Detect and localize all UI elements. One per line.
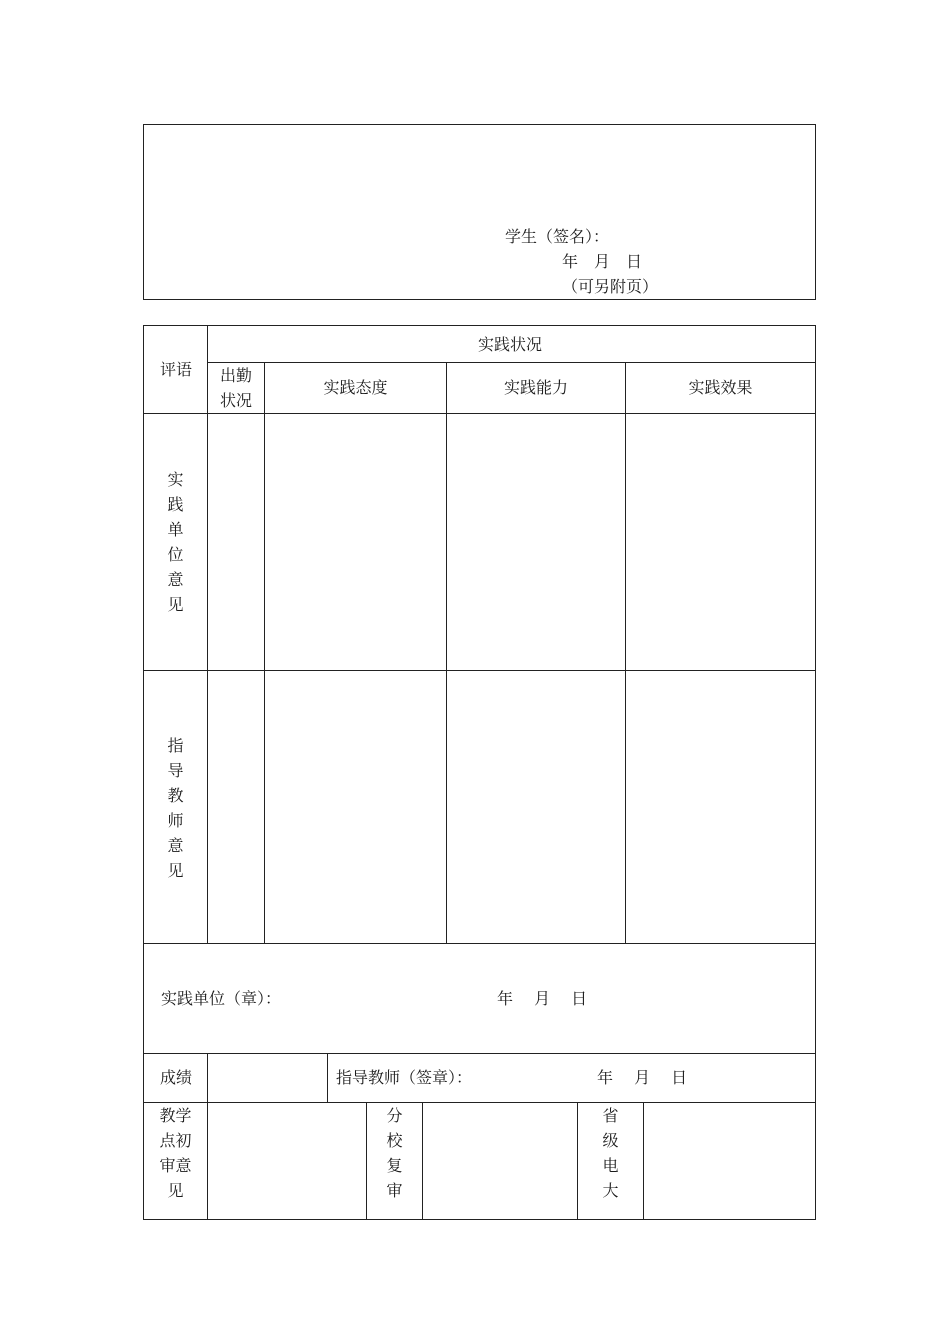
- ability-header: 实践能力: [503, 378, 568, 397]
- practice-status-header: 实践状况: [478, 335, 543, 354]
- branch-school-review-char: 审: [386, 1181, 403, 1200]
- branch-school-review-char: 分: [386, 1106, 403, 1125]
- teaching-point-review-line: 点初: [159, 1131, 192, 1150]
- unit-opinion-char: 见: [167, 595, 184, 614]
- teacher-seal-label: 指导教师（签章）：: [336, 1068, 473, 1087]
- unit-seal-label: 实践单位（章）：: [161, 989, 282, 1008]
- teacher-opinion-char: 意: [167, 836, 184, 855]
- grade-label: 成绩: [160, 1068, 193, 1087]
- teaching-point-review-line: 见: [167, 1181, 184, 1200]
- attendance-header-line1: 出勤: [219, 366, 252, 385]
- unit-opinion-label: [144, 467, 207, 617]
- teacher-opinion-char: 导: [167, 761, 184, 780]
- student-signature-label: 学生（签名）：: [505, 227, 610, 246]
- teacher-seal-date: 年 月 日: [597, 1068, 688, 1087]
- effect-header: 实践效果: [688, 378, 753, 397]
- teacher-opinion-char: 见: [167, 861, 184, 880]
- unit-opinion-char: 践: [167, 495, 184, 514]
- attendance-header-line2: 状况: [219, 391, 252, 410]
- evaluation-table: [143, 325, 816, 1220]
- unit-seal-date: 年 月 日: [497, 989, 588, 1008]
- provincial-review-label: [578, 1103, 643, 1203]
- teacher-opinion-label: [144, 733, 207, 883]
- unit-opinion-char: 实: [167, 470, 184, 489]
- teaching-point-review-label: [144, 1103, 207, 1203]
- provincial-review-char: 大: [602, 1181, 619, 1200]
- signature-date: 年 月 日: [562, 252, 643, 271]
- provincial-review-char: 电: [602, 1156, 619, 1175]
- attendance-header: [208, 363, 264, 413]
- provincial-review-char: 省: [602, 1106, 619, 1125]
- student-signature-box: [143, 124, 816, 300]
- attach-note: （可另附页）: [562, 277, 659, 296]
- teacher-opinion-char: 指: [167, 736, 184, 755]
- provincial-review-char: 级: [602, 1131, 619, 1150]
- evaluation-row-label: 评语: [160, 360, 193, 379]
- teacher-opinion-char: 教: [167, 786, 184, 805]
- branch-school-review-char: 校: [386, 1131, 403, 1150]
- attitude-header: 实践态度: [323, 378, 388, 397]
- teacher-opinion-char: 师: [167, 811, 184, 830]
- teaching-point-review-line: 审意: [159, 1156, 192, 1175]
- teaching-point-review-line: 教学: [159, 1106, 192, 1125]
- branch-school-review-label: [367, 1103, 422, 1203]
- branch-school-review-char: 复: [386, 1156, 403, 1175]
- unit-opinion-char: 意: [167, 570, 184, 589]
- unit-opinion-char: 位: [167, 545, 184, 564]
- unit-opinion-char: 单: [167, 520, 184, 539]
